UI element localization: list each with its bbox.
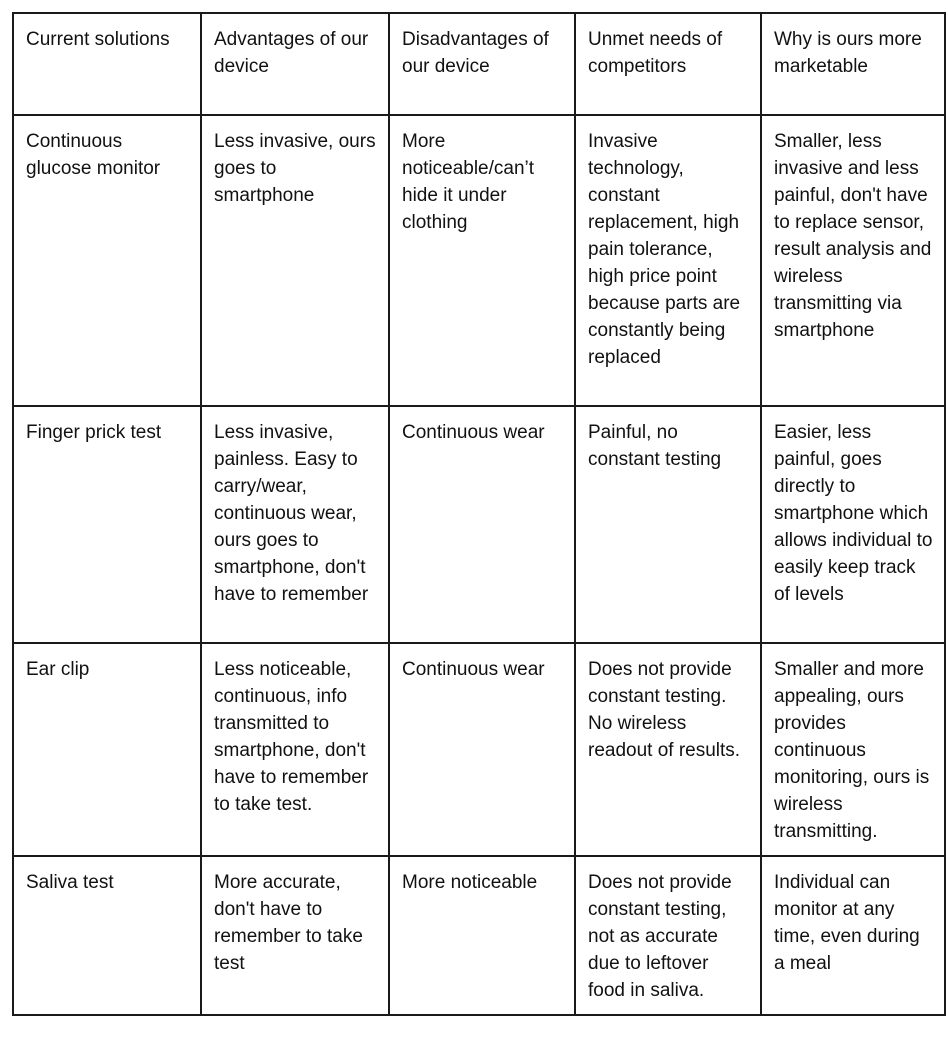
cell-unmet-needs: Painful, no constant testing — [575, 406, 761, 643]
header-unmet-needs: Unmet needs of competitors — [575, 13, 761, 115]
header-row — [13, 13, 945, 115]
cell-disadvantages: More noticeable/can’t hide it under clothing — [389, 115, 575, 406]
header-disadvantages: Disadvantages of our device — [389, 13, 575, 115]
cell-advantages: Less noticeable, continuous, info transmitted to smartphone, don't have to remember to take test. — [201, 643, 389, 856]
table-row — [13, 643, 945, 856]
table-row — [13, 115, 945, 406]
cell-disadvantages: More noticeable — [389, 856, 575, 1015]
comparison-table — [12, 12, 946, 1016]
header-current-solutions: Current solutions — [13, 13, 201, 115]
cell-advantages: Less invasive, painless. Easy to carry/wear, continuous wear, ours goes to smartphone, don't have to remember — [201, 406, 389, 643]
header-advantages: Advantages of our device — [201, 13, 389, 115]
table-row — [13, 856, 945, 1015]
cell-unmet-needs: Invasive technology, constant replacement, high pain tolerance, high price point because parts are constantly being replaced — [575, 115, 761, 406]
cell-marketable: Individual can monitor at any time, even during a meal — [761, 856, 945, 1015]
cell-unmet-needs: Does not provide constant testing. No wireless readout of results. — [575, 643, 761, 856]
cell-disadvantages: Continuous wear — [389, 643, 575, 856]
cell-solution: Saliva test — [13, 856, 201, 1015]
cell-disadvantages: Continuous wear — [389, 406, 575, 643]
cell-solution: Continuous glucose monitor — [13, 115, 201, 406]
cell-advantages: Less invasive, ours goes to smartphone — [201, 115, 389, 406]
cell-unmet-needs: Does not provide constant testing, not as accurate due to leftover food in saliva. — [575, 856, 761, 1015]
header-marketable: Why is ours more marketable — [761, 13, 945, 115]
cell-solution: Ear clip — [13, 643, 201, 856]
cell-marketable: Smaller and more appealing, ours provides continuous monitoring, ours is wireless transmitting. — [761, 643, 945, 856]
cell-marketable: Easier, less painful, goes directly to smartphone which allows individual to easily keep track of levels — [761, 406, 945, 643]
table-row — [13, 406, 945, 643]
cell-marketable: Smaller, less invasive and less painful, don't have to replace sensor, result analysis and wireless transmitting via smartphone — [761, 115, 945, 406]
cell-solution: Finger prick test — [13, 406, 201, 643]
cell-advantages: More accurate, don't have to remember to take test — [201, 856, 389, 1015]
